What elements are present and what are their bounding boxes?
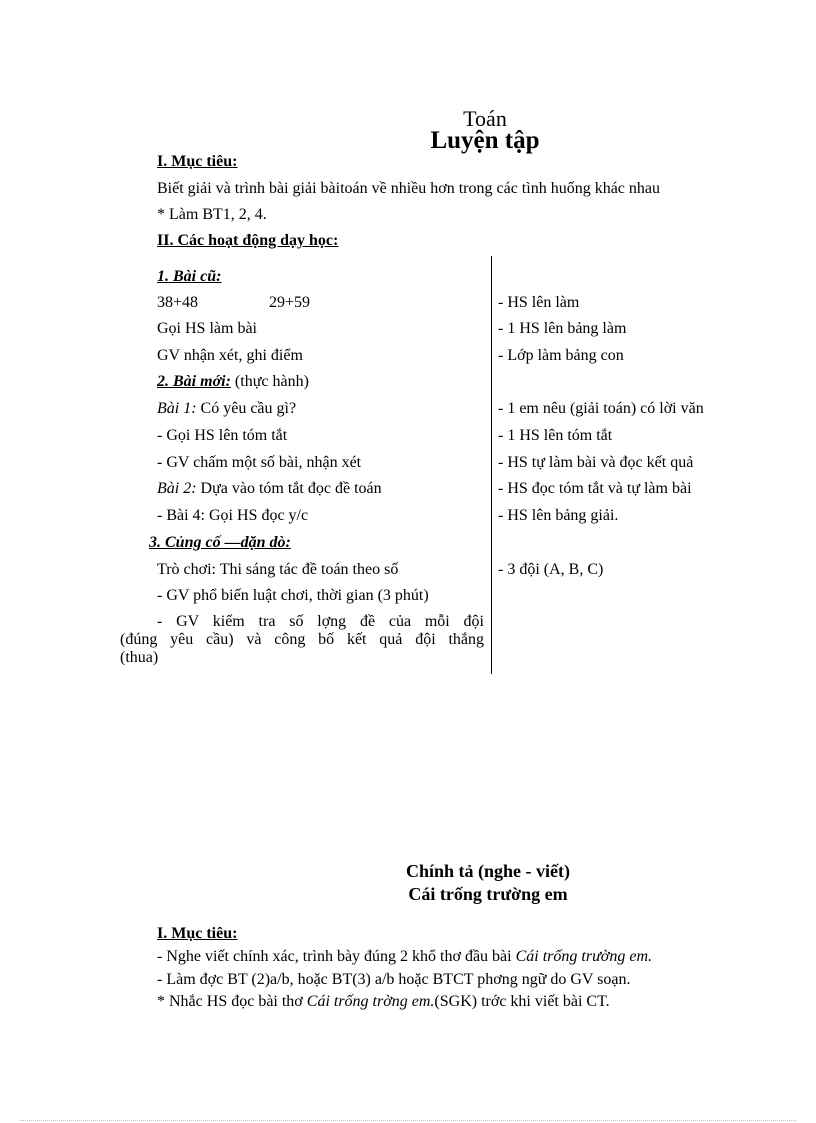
poem-title: Cái trống trường em. [515, 948, 652, 965]
student-step: - 3 đội (A, B, C) [498, 561, 604, 578]
exercise-1-text: Có yêu cầu gì? [196, 400, 297, 417]
exercise-2-label: Bài 2: [157, 480, 197, 497]
section2-objective: - Làm đợc BT (2)a/b, hoặc BT(3) a/b hoặc BTCT phơng ngữ do GV soạn. [157, 971, 631, 988]
exercise-1-label: Bài 1: [157, 400, 197, 417]
student-step: - 1 HS lên bảng làm [498, 320, 627, 337]
student-step: - 1 em nêu (giải toán) có lời văn [498, 400, 704, 417]
objective-text: - Nghe viết chính xác, trình bày đúng 2 khổ thơ đầu bài [157, 948, 516, 965]
exercise-2-text: Dựa vào tóm tắt đọc đề toán [196, 480, 382, 497]
new-lesson-heading: 2. Bài mới: [157, 373, 231, 390]
teacher-step-continued: (thua) [120, 649, 159, 666]
new-lesson-suffix: (thực hành) [230, 373, 309, 390]
exercise-2-line [157, 480, 382, 498]
sum-2: 29+59 [269, 294, 311, 311]
review-heading: 3. Củng cố —dặn dò: [149, 534, 291, 551]
sum-1: 38+48 [157, 294, 199, 311]
objective-text: Biết giải và trình bài giải bàitoán về nhiều hơn trong các tình huống khác nhau [157, 180, 660, 197]
teacher-step-continued: (đúng yêu cầu) và công bố kết quả đội thắng [120, 631, 484, 648]
teacher-step: - Bài 4: Gọi HS đọc y/c [157, 507, 309, 524]
section2-subtitle: Cái trống trường em [408, 884, 568, 904]
student-step: - HS lên làm [498, 294, 580, 311]
teacher-step: Gọi HS làm bài [157, 320, 257, 337]
teacher-step: - GV chấm một số bài, nhận xét [157, 454, 362, 471]
section2-objectives-heading: I. Mục tiêu: [157, 925, 238, 942]
lesson-title: Luyện tập [430, 127, 540, 154]
student-step: - 1 HS lên tóm tắt [498, 427, 613, 444]
section2-objective [157, 948, 652, 966]
teacher-step: - GV kiểm tra số lợng đề của mỗi đội [157, 613, 484, 630]
student-step: - HS đọc tóm tắt và tự làm bài [498, 480, 692, 497]
exercise-1-line [157, 400, 296, 418]
teacher-step: Trò chơi: Thi sáng tác đề toán theo số [157, 561, 399, 578]
section2-objective [157, 993, 610, 1011]
teacher-step: - Gọi HS lên tóm tắt [157, 427, 288, 444]
page-bottom-rule [20, 1120, 796, 1121]
objective-text: * Nhắc HS đọc bài thơ [157, 993, 307, 1010]
poem-title: Cái trống trờng em. [306, 993, 435, 1010]
objective-exercises: * Làm BT1, 2, 4. [157, 206, 267, 223]
teacher-step: GV nhận xét, ghi điểm [157, 347, 303, 364]
teacher-step: - GV phổ biến luật chơi, thời gian (3 phút) [157, 587, 429, 604]
activities-heading: II. Các hoạt động dạy học: [157, 232, 339, 249]
objective-text: (SGK) trớc khi viết bài CT. [434, 993, 610, 1010]
objectives-heading: I. Mục tiêu: [157, 153, 238, 170]
old-lesson-heading: 1. Bài cũ: [157, 268, 222, 285]
column-divider [491, 256, 492, 674]
new-lesson-line [157, 373, 309, 391]
student-step: - HS tự làm bài và đọc kết quả [498, 454, 694, 471]
section2-title: Chính tả (nghe - viết) [405, 861, 570, 881]
student-step: - HS lên bảng giải. [498, 507, 619, 524]
student-step: - Lớp làm bảng con [498, 347, 624, 364]
subject-heading: Toán [463, 106, 507, 131]
